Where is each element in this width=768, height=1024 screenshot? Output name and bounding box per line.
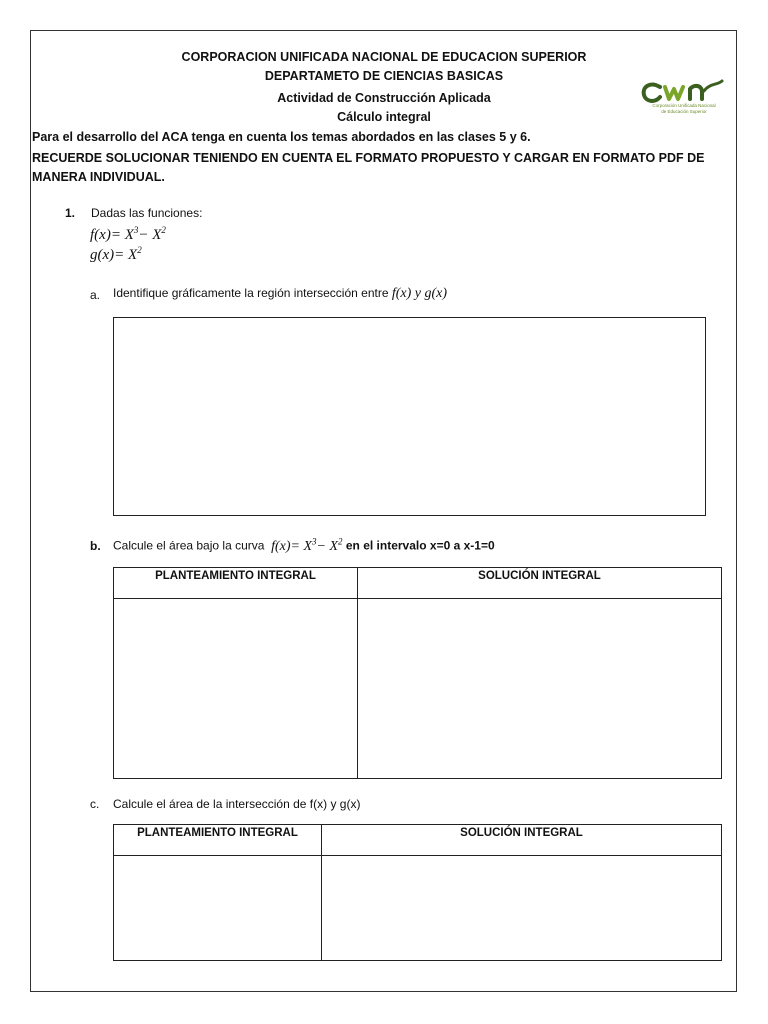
institution-title: CORPORACION UNIFICADA NACIONAL DE EDUCACION SUPERIOR (181, 50, 587, 64)
planteamiento-cell[interactable] (114, 856, 322, 961)
course-title: Cálculo integral (337, 110, 431, 124)
part-b-table (113, 567, 722, 779)
department-title: DEPARTAMETO DE CIENCIAS BASICAS (264, 69, 504, 83)
part-c-table (113, 824, 722, 961)
question-text: Dadas las funciones: (91, 206, 203, 220)
logo-subtitle: Corporación Unificada Nacional de Educación Superior (652, 103, 716, 114)
solucion-header: SOLUCIÓN INTEGRAL (322, 825, 722, 856)
function-f: $f(x)= X^3- X^2$ (90, 225, 166, 243)
submission-reminder: RECUERDE SOLUCIONAR TENIENDO EN CUENTA EL FORMATO PROPUESTO Y CARGAR EN FORMATO PDF DE MANERA INDIVIDUAL. (32, 151, 705, 184)
part-b-mark: b. (90, 539, 101, 553)
cun-logo (638, 73, 728, 123)
part-b-text: Calcule el área bajo la curva $f(x)= X^3- X^2$ en el intervalo x=0 a x-1=0 (113, 536, 495, 554)
question-number: 1. (65, 206, 76, 220)
instructions-text: Para el desarrollo del ACA tenga en cuenta los temas abordados en las clases 5 y 6. (32, 130, 531, 144)
part-c-mark: c. (90, 797, 100, 811)
solucion-header: SOLUCIÓN INTEGRAL (358, 568, 722, 599)
planteamiento-header: PLANTEAMIENTO INTEGRAL (114, 825, 322, 856)
planteamiento-header: PLANTEAMIENTO INTEGRAL (114, 568, 358, 599)
part-c-text: Calcule el área de la intersección de f(x) y g(x) (113, 797, 361, 811)
graph-answer-box[interactable] (113, 317, 706, 516)
function-g: $g(x)= X^2$ (90, 245, 142, 263)
solucion-cell[interactable] (358, 599, 722, 779)
part-a-mark: a. (90, 288, 101, 302)
part-a-text: Identifique gráficamente la región intersección entre f(x) y g(x) (113, 286, 448, 301)
planteamiento-cell[interactable] (114, 599, 358, 779)
activity-title: Actividad de Construcción Aplicada (277, 91, 491, 105)
solucion-cell[interactable] (322, 856, 722, 961)
